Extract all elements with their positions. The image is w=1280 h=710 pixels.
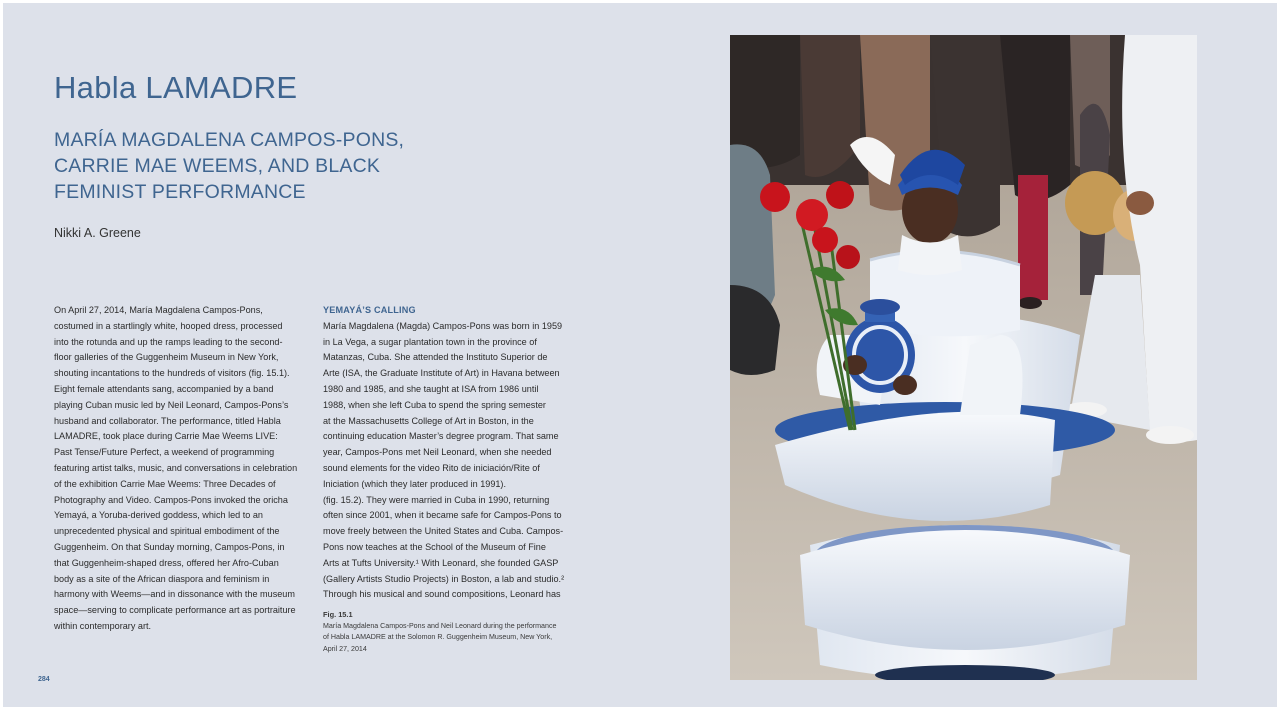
body-line: floor galleries of the Guggenheim Museum in New York, [54,352,279,363]
red-rose [836,245,860,269]
caption-line: April 27, 2014 [323,644,367,653]
body-line: often since 2001, when it became safe for Campos-Pons to [323,510,562,521]
body-line: On April 27, 2014, María Magdalena Campos-Pons, [54,305,263,315]
body-column-left [54,303,310,635]
chapter-title: Habla LAMADRE [54,70,298,105]
body-line: space—serving to complicate performance art as portraiture [54,605,296,616]
body-line: shouting incantations to the hundreds of visitors (fig. 15.1). [54,368,290,379]
figure-caption [323,609,583,655]
body-line: move freely between the United States and Cuba. Campos- [323,526,564,537]
body-line: Arts at Tufts University.¹ With Leonard, she founded GASP [323,557,559,568]
subtitle-line: FEMINIST PERFORMANCE [54,181,306,203]
body-line: Matanzas, Cuba. She attended the Instituto Superior de [323,352,548,363]
body-line: year, Campos-Pons met Neil Leonard, when she needed [323,447,552,458]
body-line: body as a site of the African diaspora and feminism in [54,573,270,584]
shoe [1018,297,1042,309]
body-line: featuring artist talks, music, and conversations in celebration [54,462,298,473]
body-line: sound elements for the video Rito de iniciación/Rite of [323,462,540,473]
performance-photo [730,35,1197,680]
body-line: into the rotunda and up the ramps leading to the second- [54,336,283,347]
body-line: Past Tense/Future Perfect, a weekend of programming [54,447,275,458]
red-rose [796,199,828,231]
body-line: LAMADRE, took place during Carrie Mae Weems LIVE: [54,431,278,442]
body-line: continuing education Master’s degree program. That same [323,431,559,442]
body-line: at the Massachusetts College of Art in Boston, in the [323,415,534,426]
figure-label: Fig. 15.1 [323,610,353,619]
shoe [1146,426,1194,444]
hand [1126,191,1154,215]
page-number: 284 [38,676,50,683]
attendant-red-legs [1018,175,1048,300]
caption-line: María Magdalena Campos-Pons and Neil Leonard during the performance [323,621,557,630]
body-line: Through his musical and sound compositions, Leonard has [323,589,561,600]
body-line: Photography and Video. Campos-Pons invoked the oricha [54,494,288,505]
red-rose [760,182,790,212]
caption-line: of Habla LAMADRE at the Solomon R. Guggenheim Museum, New York, [323,633,553,642]
body-line: within contemporary art. [54,620,152,631]
body-line: 1988, when she left Cuba to spend the spring semester [323,399,546,410]
body-line: Pons now teaches at the School of the Museum of Fine [323,541,546,552]
body-line: (Gallery Artists Studio Projects) in Boston, a lab and studio.² [323,573,565,584]
body-line: 1980 and 1985, and she taught at ISA from 1986 until [323,383,539,394]
body-line: playing Cuban music led by Neil Leonard, Campos-Pons’s [54,399,289,410]
author-name: Nikki A. Greene [54,226,141,240]
body-line: (fig. 15.2). They were married in Cuba in 1990, returning [323,494,550,505]
chapter-subtitle [54,127,474,205]
crowd-figure [800,35,860,177]
subtitle-line: CARRIE MAE WEEMS, AND BLACK [54,155,381,177]
body-line: in La Vega, a sugar plantation town in the province of [323,336,537,347]
body-line: costumed in a startlingly white, hooped dress, processed [54,320,283,331]
subtitle-line: MARÍA MAGDALENA CAMPOS-PONS, [54,129,405,151]
body-line: harmony with Weems—and in dissonance with the museum [54,589,295,600]
body-column-right [323,303,573,603]
section-heading: YEMAYÁ’S CALLING [323,305,416,315]
body-line: husband and collaborator. The performance, titled Habla [54,415,281,426]
body-line: Guggenheim. On that Sunday morning, Campos-Pons, in [54,541,285,552]
hand [893,375,917,395]
body-line: María Magdalena (Magda) Campos-Pons was born in 1959 [323,320,563,331]
body-line: Arte (ISA, the Graduate Institute of Art) in Havana between [323,368,560,379]
body-line: that Guggenheim-shaped dress, offered her Afro-Cuban [54,557,279,568]
body-line: Iniciation (which they later produced in 1991). [323,478,506,489]
body-line: Yemayá, a Yoruba-derived goddess, which led to an [54,510,263,521]
red-rose [812,227,838,253]
body-line: of the exhibition Carrie Mae Weems: Three Decades of [54,478,276,489]
dress-bottom-ring [800,530,1130,650]
body-line: Eight female attendants sang, accompanied by a band [54,383,274,394]
blue-vessel-lid [860,299,900,315]
red-rose [826,181,854,209]
body-line: unprecedented physical and spiritual embodiment of the [54,526,280,537]
